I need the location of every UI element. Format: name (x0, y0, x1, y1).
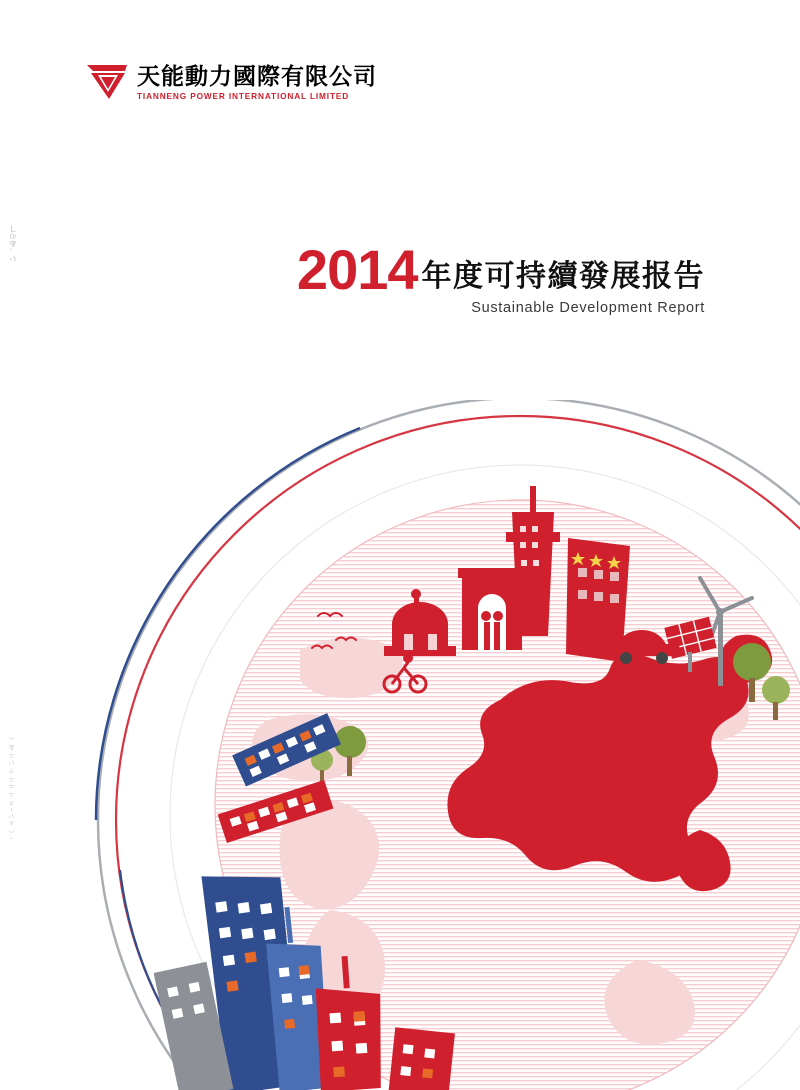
company-name-cn: 天能動力國際有限公司 (137, 64, 377, 89)
report-title-cn: 年度可持續發展报告 (421, 259, 705, 293)
company-name-en: TIANNENG POWER INTERNATIONAL LIMITED (137, 92, 350, 102)
report-year: 2014 (296, 238, 418, 301)
tianneng-v-mark-icon (85, 62, 129, 102)
spine-text-bottom: ヽハ ルいーエ ニ ニニ ツ いニ ゐ ハ (10, 735, 16, 842)
company-logo (85, 62, 377, 102)
report-title-en: Sustainable Development Report (471, 299, 705, 316)
cover-title (296, 238, 705, 316)
spine-text-top: い゛ゐのヿ (10, 225, 17, 263)
globe-city-skyline-illustration (0, 400, 800, 1090)
